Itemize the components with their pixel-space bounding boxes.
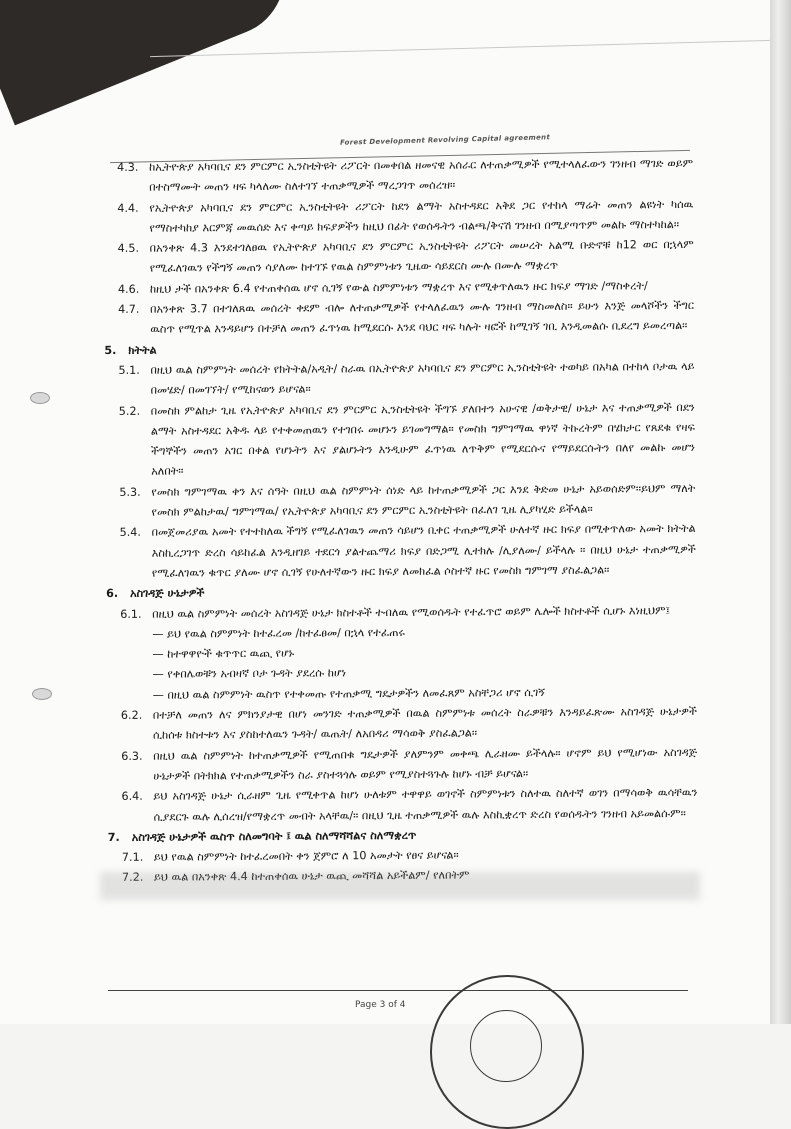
bullet-item: — በዚህ ዉል ስምምነት ዉስጥ የተቀመጡ የተጠቃሚ ግዴታዎችን ለመፈጸም አስቸጋሪ ሆኖ ሲገኝ: [152, 685, 545, 702]
clause: [106, 600, 697, 706]
clause-number: 4.7.: [118, 302, 140, 316]
section-title: አስገዳጅ ሁኔታዎች ዉስጥ ስለመግባት ፤ ዉል ስለማሻሻልና ስለማቋረጥ: [131, 828, 417, 844]
clause-text: በመስክ ምልከታ ጊዜ የኢትዮጵያ አካባቢና ደን ምርምር ኢንስቲትዩት ችግኙ ያለበተን አሁናዊ /ወቅታዊ/ ሁኔታ እና ተጠቃሚዎች በደን ልማት አስተዳደር አቅዱ ላይ የተቀመጠዉን የተገበሩ መሆኑን ይገመግማል። የመስክ ግምገማዉ ዋነኛ ትኩረትም በሄክታር የጸደቁ የዛፍ ችግኞችን መጠን አገር በቀል የሆኑትን እና ያልሆኑትን እንዲሁም ፈጥነዉ ለጥቅም የሚደርሱና የማይደርሱትን በለየ መልኩ መሆን አለበት።: [150, 400, 696, 479]
section-number: 6.: [105, 587, 119, 601]
clause-body: [152, 519, 696, 584]
clause-text: በመጀመሪያዉ አመት የተተከለዉ ችግኝ የሚፈለገዉን መጠን ሳይሆን ቢቀር ተጠቃሚዎች ሁለተኛ ዙር ክፍያ በሚቀጥለው አመት ክትትል እስኪረጋገጥ ድረስ ሳይከፈል እንዲዘገይ ተደርጎ ያልተጨማሪ ክፍያ በድጋሚ ሊተክሉ /ሊያለሙ/ ይችላሉ ። በዚህ ሁኔታ ተጠቃሚዎች የሚፈለገዉን ቁጥር ያለሙ ሆኖ ሲገኝ የሁለተኛውን ዙር ክፍያ ለመክፈል ሶስተኛ ዙር የመስክ ግምገማ ያስፈልጋል።: [151, 522, 696, 580]
clause-number: 5.1.: [118, 363, 140, 377]
clause-number: 6.4.: [121, 789, 143, 804]
page-number: Page 3 of 4: [355, 1000, 406, 1010]
clause: [104, 357, 694, 402]
clause-body: [150, 296, 694, 340]
clause-number: 5.3.: [119, 485, 141, 499]
clause-number: 6.3.: [121, 749, 143, 763]
clause-text: የመስክ ግምገማዉ ቀን እና ሰዓት በዚህ ዉል ስምምነት ሰነድ ላይ ከተጠቃሚዎች ጋር እንደ ቅድመ ሁኔታ አይወሰድም።ይህም ማለት የመስክ ምልከታዉ/ ግምገማዉ/ የኢትዮጵያ አካባቢና ደን ምርምር ኢንስቲትዩት በፈለገ ጊዜ ሊያካሂድ ይችላል።: [151, 481, 696, 519]
clause: [105, 479, 695, 524]
clause: [106, 519, 696, 584]
footer-rule: [108, 990, 688, 991]
clause-body: [152, 600, 697, 705]
clause-body: [153, 742, 697, 786]
clause-body: [150, 357, 694, 401]
running-header: Forest Development Revolving Capital agreement: [339, 133, 551, 147]
clause-body: [151, 479, 695, 523]
clause: [104, 296, 694, 341]
clause: [103, 154, 693, 199]
official-stamp-inner: [470, 1010, 542, 1082]
clause: [105, 397, 696, 482]
document-body: [103, 154, 698, 889]
clause-body: [149, 154, 693, 198]
punch-hole: [32, 688, 52, 700]
clause-number: 6.1.: [120, 607, 142, 621]
bullet-item: — ይህ የዉል ስምምነት ከተፈረመ /ከተፈፀመ/ በኋላ የተፈጠሩ: [152, 625, 405, 641]
clause-text: በዚህ ዉል ስምምነት ከተጠቃሚዎች የሚጠበቁ ግዴታዎች ያለምንም መቀጫ ሊራዘሙ ይችላሉ። ሆኖም ይህ የሚሆነው አስገዳጅ ሁኔታዎች በትክክል የተጠቃሚዎችን ስራ ያስተጓጎሉ ወይም የሚያስተጓጉሉ ከሆኑ ብቻ ይሆናል።: [153, 745, 698, 783]
section-title: አስገዳጅ ሁኔታዎች: [129, 586, 205, 601]
clause: [104, 235, 694, 280]
clause: [107, 742, 697, 787]
clause-text: ከዚህ ታች በአንቀጽ 6.4 የተጠቀሰዉ ሆኖ ሲገኝ የውል ስምምነቱን ማቋረጥ እና የሚቀጥለዉን ዙር ክፍያ ማገድ /ማስቀረት/: [149, 278, 648, 296]
clause-body: [153, 702, 697, 746]
clause-text: በአንቀጽ 4.3 እንደተገለፀዉ የኢትዮጵያ አካባቢና ደን ምርምር ኢንስቲትዩት ሪፖርት መሠረት አልሚ ቡድኖቹ ከ12 ወር በኋላም የሚፈለገዉን የችግኝ መጠን ሳያለሙ ከተገኙ የዉል ስምምነቱን ጊዜው ሳይደርስ ሙሉ በሙሉ ማቋረጥ: [149, 238, 694, 276]
clause-text: በዚህ ዉል ስምምነት መሰረት የክትትል/አዲት/ ስራዉ በኢትዮጵያ አካባቢና ደን ምርምር ኢንስቲትዩት ተወካይ በአካል በተከላ ቦታዉ ላይ በመሄድ/ በመገኘት/ የሚከናወን ይሆናል።: [150, 359, 695, 397]
clause-number: 5.4.: [119, 526, 142, 540]
clause: [103, 194, 693, 239]
clause: [107, 783, 697, 828]
clause-number: 4.6.: [117, 282, 140, 296]
clause-text: በአንቀጽ 3.7 በተገለጸዉ መሰረት ቀደም ብሎ ለተጠቃሚዎች የተላለፈዉን ሙሉ ገንዘብ ማስመለስ። ይሁን እንጅ መላሾችን ችግር ዉስጥ የሚጥል እንዳይሆን በተቻለ መጠን ፈጥነዉ ከሚደርሱ እንደ ባህር ዛፍ ካሉት ዛፎች ከሚገኝ ገቢ እንዲመልሱ ቢደረግ ይመረጣል።: [150, 298, 695, 337]
clause-text: ይህ ዉል በአንቀጽ 4.4 ከተጠቀሰዉ ሁኔታ ዉጪ መሻሻል አይችልም/ የለበትም: [153, 868, 470, 885]
clause-number: 7.1.: [121, 850, 144, 864]
clause-body: [151, 397, 696, 482]
clause-number: 4.4.: [117, 201, 139, 215]
punch-hole: [30, 392, 50, 404]
clause-text: በዚህ ዉል ስምምነት መሰረት አስገዳጅ ሁኔታ ክስተቶች ተብለዉ የሚወሰዱት የተፈጥሮ ወይም ሌሎች ክስተቶች ሲሆኑ እነዚህም፤: [152, 603, 671, 621]
clause-body: [149, 194, 693, 238]
clause-number: 6.2.: [120, 708, 143, 722]
clause-number: 7.2.: [121, 871, 144, 885]
section-number: 7.: [107, 830, 120, 844]
smudge: [100, 872, 700, 900]
section-title: ክትትል: [128, 343, 157, 357]
clause-number: 5.2.: [118, 404, 141, 418]
clause-number: 4.3.: [117, 160, 139, 174]
page-edge: [770, 0, 791, 1024]
clause-body: [150, 235, 694, 279]
clause-text: የኢትዮጵያ አካባቢና ደን ምርምር ኢንስቲትዩት ሪፖርት ከደን ልማት አስተዳደር አቅደ ጋር የተከላ ማሬት መጠን ልዩነት ካሰዉ የማስተካከያ እርምጃ መዉሰድ እና ቀጣይ ክፍያዎችን ከዚህ በፊት የወሰዱትን ብልጫ/ቅናሽ ገንዘብ በሚያጣጥም መልኩ ማስተካከል።: [149, 197, 694, 235]
bullet-item: — የቀበሌወቹን አብዛኛ ቦታ ጉዳት ያደረሱ ከሆነ: [152, 666, 347, 682]
clause-text: ከኢትዮጵያ አካባቢና ደን ምርምር ኢንስቲትዩት ሪፖርት በመቀበል ዘመናዊ አሰራር ለተጠቃሚዎች የሚተላለፈውን ገንዘብ ማገድ ወይም በተስማሙት መጠን ዛፍ ካላለሙ ስለተገኘ ተጠቃሚዎች ማረጋገጥ መሰረዝ።: [149, 156, 694, 194]
clause-text: ይህ አስገዳጅ ሁኔታ ሲራዘም ጊዜ የሚቀጥል ከሆነ ሁለቱም ተዋዋይ ወገኖች ስምምነቱን ስለተዉ ስለተኛ ወገን በማሳወቅ ዉሳቸዉን ሲያደርጉ ዉሉ ሊሰረዝ/የማቋረጥ መብት አላቸዉ/። በዚህ ጊዜ ተጠቃሚዎች ዉሉ እስኪቋረጥ ድረስ የወሰዱትን ገንዘብ አይመልሱም።: [153, 786, 698, 824]
clause-body: [153, 783, 697, 827]
clause-text: ይህ የዉል ስምምነት ከተፈረመበት ቀን ጀምሮ ለ 10 አመታት የፀና ይሆናል።: [153, 848, 459, 864]
bullet-item: — ከተዋዋዮች ቁጥጥር ዉጪ የሆኑ: [152, 646, 295, 661]
clause-text: በተቻለ መጠን ለና ምክንያታዊ በሆነ መንገድ ተጠቃሚዎች በዉል ስምምነቱ መሰረት ስራዎቹን እንዳይፈጽሙ አስገዳጅ ሁኔታዎች ሲከሰቱ ክስተቱን እና ያስከተለዉን ጉዳት/ ዉጤት/ ለአበዳሪ ማሳወቅ ያስፈልጋል።: [152, 704, 697, 742]
clause-number: 4.5.: [117, 241, 140, 256]
section-number: 5.: [104, 343, 117, 357]
clause: [107, 702, 697, 747]
